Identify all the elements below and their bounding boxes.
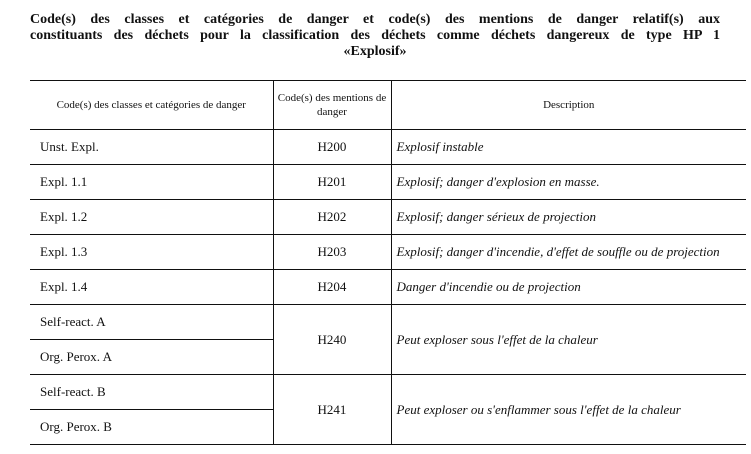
- table-row: [30, 375, 746, 410]
- hazard-table: [30, 80, 746, 445]
- table-row: [30, 200, 746, 235]
- cell-description: Peut exploser ou s'enflammer sous l'effet de la chaleur: [391, 375, 746, 445]
- cell-hazard-class: Expl. 1.3: [30, 235, 273, 270]
- cell-description: Peut exploser sous l'effet de la chaleur: [391, 305, 746, 375]
- table-row: [30, 165, 746, 200]
- cell-description: Explosif instable: [391, 130, 746, 165]
- header-description: Description: [391, 81, 746, 130]
- header-hazard-class: Code(s) des classes et catégories de danger: [30, 81, 273, 130]
- cell-statement-code: H203: [273, 235, 391, 270]
- cell-description: Explosif; danger sérieux de projection: [391, 200, 746, 235]
- table-row: [30, 235, 746, 270]
- cell-hazard-class: Unst. Expl.: [30, 130, 273, 165]
- table-row: [30, 130, 746, 165]
- title-line-1: Code(s) des classes et catégories de danger et code(s) des mentions de danger relatif(s) aux: [30, 12, 720, 27]
- cell-statement-code: H241: [273, 375, 391, 445]
- title-line-3: «Explosif»: [343, 44, 407, 59]
- cell-hazard-class: Expl. 1.2: [30, 200, 273, 235]
- cell-statement-code: H202: [273, 200, 391, 235]
- cell-statement-code: H240: [273, 305, 391, 375]
- cell-statement-code: H201: [273, 165, 391, 200]
- header-row: [30, 81, 746, 130]
- cell-hazard-class: Org. Perox. A: [30, 340, 273, 375]
- cell-hazard-class: Self-react. B: [30, 375, 273, 410]
- cell-description: Explosif; danger d'incendie, d'effet de souffle ou de projection: [391, 235, 746, 270]
- cell-hazard-class: Self-react. A: [30, 305, 273, 340]
- cell-statement-code: H204: [273, 270, 391, 305]
- table-row: [30, 270, 746, 305]
- title-line-2: constituants des déchets pour la classification des déchets comme déchets dangereux de type HP 1: [30, 28, 720, 43]
- cell-hazard-class: Expl. 1.4: [30, 270, 273, 305]
- table-row: [30, 305, 746, 340]
- cell-description: Explosif; danger d'explosion en masse.: [391, 165, 746, 200]
- cell-hazard-class: Org. Perox. B: [30, 410, 273, 445]
- cell-description: Danger d'incendie ou de projection: [391, 270, 746, 305]
- header-hazard-statement-code: Code(s) des mentions de danger: [273, 81, 391, 130]
- cell-hazard-class: Expl. 1.1: [30, 165, 273, 200]
- document-title: [30, 12, 720, 60]
- cell-statement-code: H200: [273, 130, 391, 165]
